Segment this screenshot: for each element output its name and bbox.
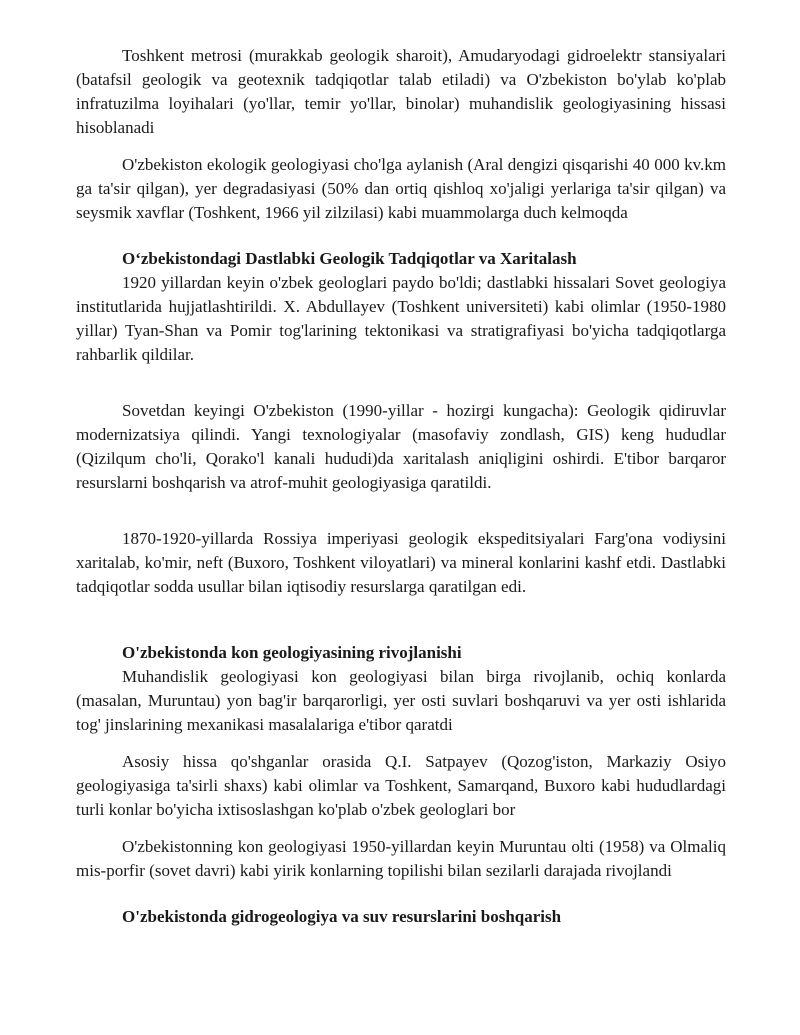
paragraph-engineering-geology: Muhandislik geologiyasi kon geologiyasi bilan birga rivojlanib, ochiq konlarda (masalan, Muruntau) yon bag'ir barqarorligi, yer osti suvlari boshqaruvi va yer osti ishlarida tog' jinslarining mexanikasi masalalariga e'tibor qaratdi [76, 667, 726, 734]
paragraph-post-soviet: Sovetdan keyingi O'zbekiston (1990-yillar - hozirgi kungacha): Geologik qidiruvlar modernizatsiya qilindi. Yangi texnologiyalar (masofaviy zondlash, GIS) keng hududlar (Qizilqum cho'li, Qorako'l kanali hududi)da xaritalash aniqligini oshirdi. E'tibor barqaror resurslarni boshqarish va atrof-muhit geologiyasiga qaratildi. [76, 401, 726, 492]
paragraph-contributors: Asosiy hissa qo'shganlar orasida Q.I. Satpayev (Qozog'iston, Markaziy Osiyo geologiyasiga ta'sirli shaxs) kabi olimlar va Toshkent, Samarqand, Buxoro kabi hududlardagi turli konlar bo'yicha ixtisoslashgan ko'plab o'zbek geologlari bor [76, 752, 726, 819]
heading-hydrogeology: O'zbekistonda gidrogeologiya va suv resurslarini boshqarish [122, 907, 562, 926]
paragraph-ecological-geology: O'zbekiston ekologik geologiyasi cho'lga aylanish (Aral dengizi qisqarishi 40 000 kv.km ga ta'sir qilgan), yer degradasiyasi (50% dan ortiq qishloq xo'jaligi yerlariga ta'sir qilgan) va seysmik xavflar (Toshkent, 1966 yil zilzilasi) kabi muammolarga duch kelmoqda [76, 155, 726, 222]
paragraph-russian-expeditions: 1870-1920-yillarda Rossiya imperiyasi geologik ekspeditsiyalari Farg'ona vodiysini xaritalab, ko'mir, neft (Buxoro, Toshkent viloyatlari) va mineral konlarini kashf etdi. Dastlabki tadqiqotlar sodda usullar bilan iqtisodiy resurslarga qaratilgan edi. [76, 529, 726, 596]
paragraph-metro-infrastructure: Toshkent metrosi (murakkab geologik sharoit), Amudaryodagi gidroelektr stansiyalari (batafsil geologik va geotexnik tadqiqotlar talab etiladi) va O'zbekiston bo'ylab ko'plab infratuzilma loyihalari (yo'llar, temir yo'llar, binolar) muhandislik geologiyasining hissasi hisoblanadi [76, 46, 726, 137]
paragraph-mining-development: O'zbekistonning kon geologiyasi 1950-yillardan keyin Muruntau olti (1958) va Olmaliq mis-porfir (sovet davri) kabi yirik konlarning topilishi bilan sezilarli darajada rivojlandi [76, 837, 726, 880]
document-page [76, 44, 726, 929]
heading-mining-geology: O'zbekistonda kon geologiyasining rivojlanishi [122, 643, 462, 662]
heading-early-research: O‘zbekistondagi Dastlabki Geologik Tadqiqotlar va Xaritalash [122, 249, 577, 268]
paragraph-uzbek-geologists: 1920 yillardan keyin o'zbek geologlari paydo bo'ldi; dastlabki hissalari Sovet geologiya institutlarida hujjatlashtirildi. X. Abdullayev (Toshkent universiteti) kabi olimlar (1950-1980 yillar) Tyan-Shan va Pomir tog'larining tektonikasi va stratigrafiyasi bo'yicha tadqiqotlarga rahbarlik qildilar. [76, 273, 726, 364]
